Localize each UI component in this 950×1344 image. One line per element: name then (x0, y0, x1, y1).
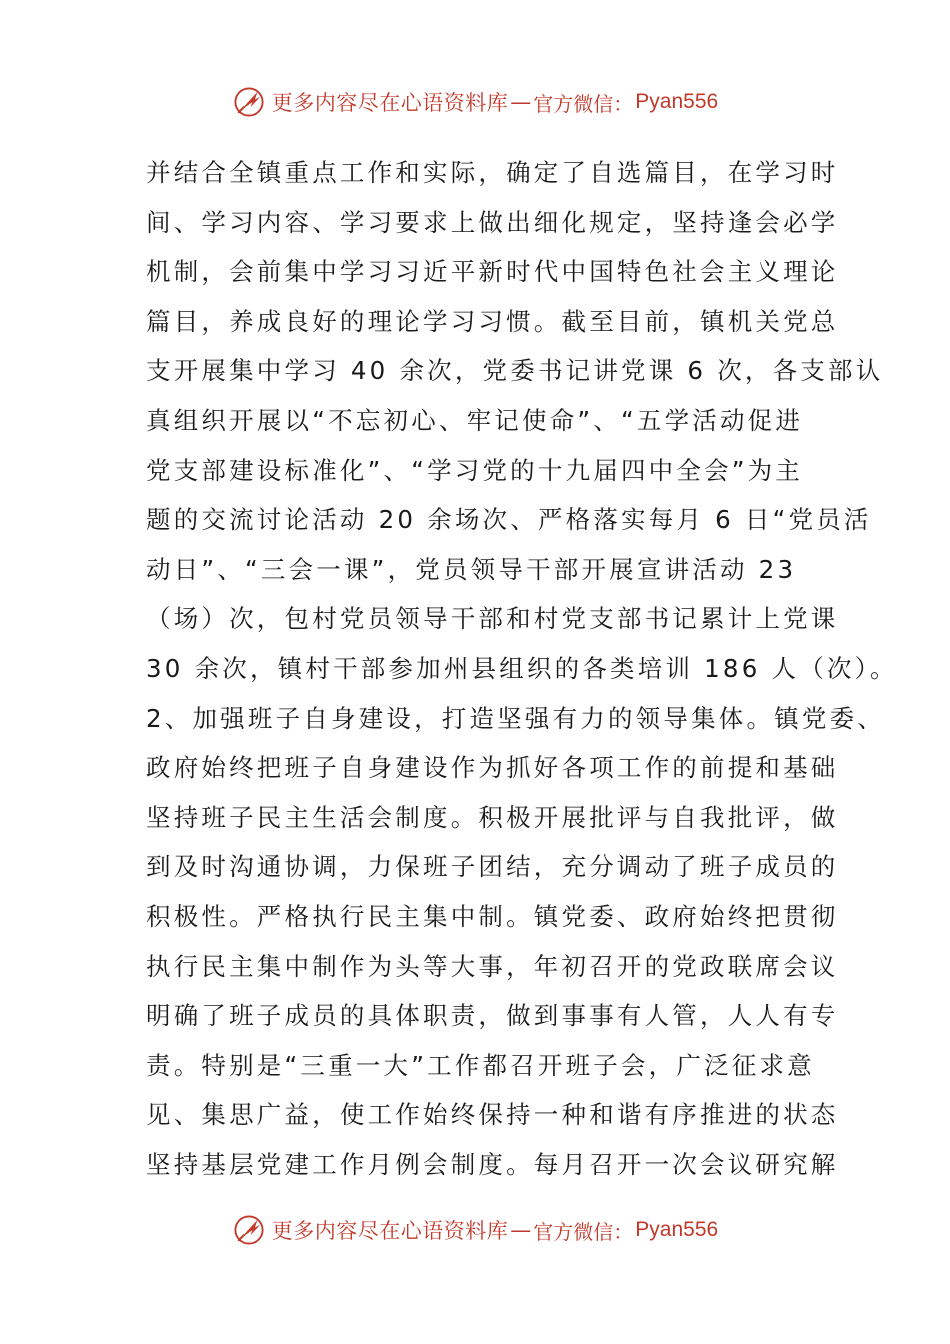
watermark-text: 更多内容尽在心语资料库 (271, 91, 509, 115)
watermark-wechat-id: Pyan556 (635, 1218, 719, 1241)
watermark-wechat-label: 官方微信： (533, 1219, 634, 1244)
body-line: 见、集思广益，使工作始终保持一种和谐有序推进的状态 (146, 1100, 839, 1130)
body-line: 明确了班子成员的具体职责，做到事事有人管，人人有专 (146, 1001, 839, 1031)
body-line: 到及时沟通协调，力保班子团结，充分调动了班子成员的 (146, 852, 839, 882)
footer-watermark (0, 1210, 950, 1250)
body-line: 动日”、“三会一课”，党员领导干部开展宣讲活动 23 (146, 554, 797, 584)
body-line: 间、学习内容、学习要求上做出细化规定，坚持逢会必学 (146, 207, 839, 237)
watermark-separator: — (510, 1218, 532, 1242)
body-line: 支开展集中学习 40 余次，党委书记讲党课 6 次，各支部认 (146, 356, 884, 386)
quill-pen-logo-icon (232, 1213, 266, 1247)
watermark-wechat-id: Pyan556 (635, 90, 719, 113)
body-line: 30 余次，镇村干部参加州县组织的各类培训 186 人（次）。 (146, 653, 898, 683)
body-line: 执行民主集中制作为头等大事，年初召开的党政联席会议 (146, 951, 839, 981)
body-line: 积极性。严格执行民主集中制。镇党委、政府始终把贯彻 (146, 901, 839, 931)
body-line: 题的交流讨论活动 20 余场次、严格落实每月 6 日“党员活 (146, 505, 872, 535)
document-body (146, 148, 898, 1189)
body-line: 坚持基层党建工作月例会制度。每月召开一次会议研究解 (146, 1149, 839, 1179)
watermark-wechat-label: 官方微信： (533, 91, 634, 116)
body-line: 政府始终把班子自身建设作为抓好各项工作的前提和基础 (146, 753, 839, 783)
body-line: （场）次，包村党员领导干部和村党支部书记累计上党课 (146, 604, 839, 634)
header-watermark (0, 82, 950, 122)
watermark-separator: — (510, 90, 532, 114)
body-line: 2、加强班子自身建设，打造坚强有力的领导集体。镇党委、 (146, 703, 885, 733)
body-line: 真组织开展以“不忘初心、牢记使命”、“五学活动促进 (146, 405, 804, 435)
body-line: 党支部建设标准化”、“学习党的十九届四中全会”为主 (146, 455, 804, 485)
quill-pen-logo-icon (232, 85, 266, 119)
body-line: 并结合全镇重点工作和实际，确定了自选篇目，在学习时 (146, 158, 839, 187)
body-line: 责。特别是“三重一大”工作都召开班子会，广泛征求意 (146, 1050, 815, 1080)
body-line: 坚持班子民主生活会制度。积极开展批评与自我批评，做 (146, 802, 839, 832)
watermark-text: 更多内容尽在心语资料库 (271, 1219, 509, 1243)
body-line: 篇目，养成良好的理论学习习惯。截至目前，镇机关党总 (146, 306, 839, 336)
body-line: 机制，会前集中学习习近平新时代中国特色社会主义理论 (146, 257, 839, 287)
